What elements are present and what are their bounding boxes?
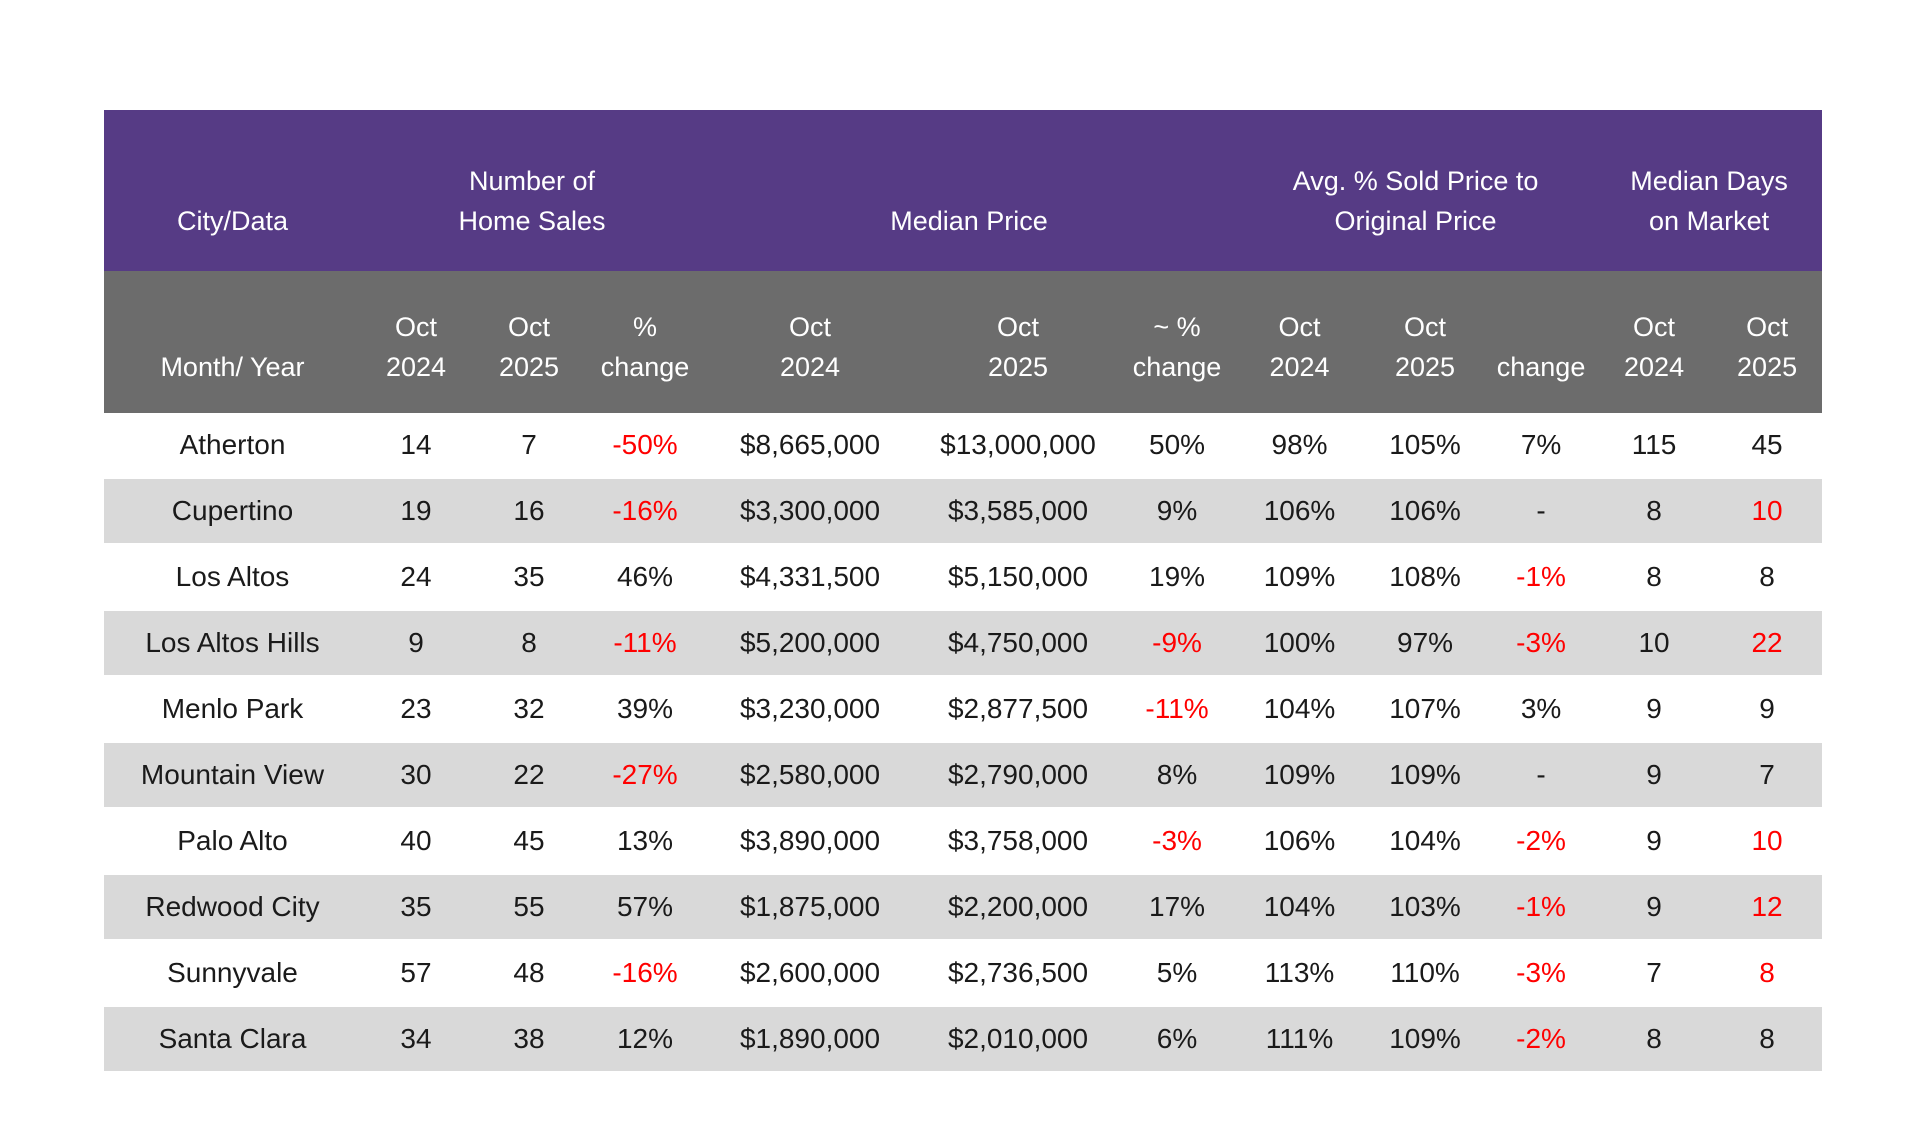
table-row: [104, 875, 1822, 941]
table-row: [104, 611, 1822, 677]
stat-cell: 8: [1596, 545, 1712, 611]
stat-cell: 110%: [1364, 941, 1486, 1007]
city-cell: Palo Alto: [104, 809, 361, 875]
stat-cell: -3%: [1486, 941, 1596, 1007]
stat-cell: 39%: [587, 677, 703, 743]
stat-cell: -2%: [1486, 1007, 1596, 1073]
stat-cell: 57%: [587, 875, 703, 941]
header-line: %: [633, 312, 658, 342]
stat-cell: $4,331,500: [703, 545, 917, 611]
subheader-cell: [1119, 271, 1235, 413]
stat-cell: $3,758,000: [917, 809, 1119, 875]
stat-cell: $2,010,000: [917, 1007, 1119, 1073]
stat-cell: 9%: [1119, 479, 1235, 545]
table-row: [104, 413, 1822, 479]
stat-cell: 57: [361, 941, 471, 1007]
stat-cell: $3,230,000: [703, 677, 917, 743]
stat-cell: -: [1486, 743, 1596, 809]
stat-cell: 5%: [1119, 941, 1235, 1007]
table-row: [104, 545, 1822, 611]
stat-cell: 100%: [1235, 611, 1364, 677]
header-line: Median Price: [890, 206, 1048, 236]
table-row: [104, 1007, 1822, 1073]
stat-cell: -50%: [587, 413, 703, 479]
table-body: [104, 413, 1822, 1073]
city-cell: Sunnyvale: [104, 941, 361, 1007]
stat-cell: -3%: [1119, 809, 1235, 875]
stat-cell: 113%: [1235, 941, 1364, 1007]
header-line: Month/ Year: [160, 352, 305, 382]
stat-cell: 98%: [1235, 413, 1364, 479]
stat-cell: $5,200,000: [703, 611, 917, 677]
stat-cell: -1%: [1486, 545, 1596, 611]
stat-cell: 48: [471, 941, 587, 1007]
city-cell: Mountain View: [104, 743, 361, 809]
group-header-days-on-market: [1596, 110, 1822, 271]
stat-cell: $3,890,000: [703, 809, 917, 875]
group-header-median-price: [703, 110, 1235, 271]
header-line: City/Data: [176, 206, 289, 236]
stat-cell: 7: [471, 413, 587, 479]
header-line: change: [1496, 352, 1586, 382]
header-line: Oct: [1746, 312, 1789, 342]
stat-cell: $2,580,000: [703, 743, 917, 809]
stat-cell: 45: [471, 809, 587, 875]
stat-cell: 106%: [1364, 479, 1486, 545]
subheader-cell: [1486, 271, 1596, 413]
stat-cell: 32: [471, 677, 587, 743]
header-line: on Market: [1649, 206, 1770, 236]
subheader-cell: [917, 271, 1119, 413]
stat-cell: 109%: [1235, 743, 1364, 809]
stat-cell: $1,875,000: [703, 875, 917, 941]
city-cell: Santa Clara: [104, 1007, 361, 1073]
city-cell: Atherton: [104, 413, 361, 479]
header-line: ~ %: [1153, 312, 1201, 342]
city-cell: Redwood City: [104, 875, 361, 941]
stat-cell: 16: [471, 479, 587, 545]
stat-cell: 103%: [1364, 875, 1486, 941]
stat-cell: 108%: [1364, 545, 1486, 611]
stat-cell: 104%: [1235, 875, 1364, 941]
table-row: [104, 677, 1822, 743]
header-line: Oct: [1404, 312, 1447, 342]
stat-cell: 104%: [1235, 677, 1364, 743]
stat-cell: -16%: [587, 941, 703, 1007]
header-line: 2024: [779, 352, 841, 382]
stat-cell: 46%: [587, 545, 703, 611]
table-row: [104, 479, 1822, 545]
subheader-cell: [1235, 271, 1364, 413]
stat-cell: -27%: [587, 743, 703, 809]
stat-cell: -9%: [1119, 611, 1235, 677]
header-line: Oct: [1278, 312, 1321, 342]
stat-cell: 19%: [1119, 545, 1235, 611]
table-row: [104, 941, 1822, 1007]
stat-cell: $2,600,000: [703, 941, 917, 1007]
stat-cell: 105%: [1364, 413, 1486, 479]
stat-cell: 38: [471, 1007, 587, 1073]
stat-cell: 115: [1596, 413, 1712, 479]
stat-cell: 45: [1712, 413, 1822, 479]
header-line: 2025: [1737, 352, 1798, 382]
stat-cell: 10: [1596, 611, 1712, 677]
stat-cell: $2,200,000: [917, 875, 1119, 941]
stat-cell: 106%: [1235, 479, 1364, 545]
stat-cell: 8: [1596, 479, 1712, 545]
subheader-row: [104, 271, 1822, 413]
stat-cell: 9: [1596, 743, 1712, 809]
stat-cell: 30: [361, 743, 471, 809]
stat-cell: 111%: [1235, 1007, 1364, 1073]
header-line: 2024: [385, 352, 447, 382]
group-header-sold-to-original: [1235, 110, 1596, 271]
stat-cell: $1,890,000: [703, 1007, 917, 1073]
stat-cell: 9: [1712, 677, 1822, 743]
stat-cell: 9: [1596, 677, 1712, 743]
stat-cell: 9: [1596, 809, 1712, 875]
stat-cell: 10: [1712, 479, 1822, 545]
city-cell: Cupertino: [104, 479, 361, 545]
header-line: 2025: [987, 352, 1049, 382]
stat-cell: -16%: [587, 479, 703, 545]
table-row: [104, 809, 1822, 875]
stat-cell: 7: [1712, 743, 1822, 809]
stat-cell: 9: [1596, 875, 1712, 941]
header-line: change: [1132, 352, 1222, 382]
stat-cell: 8: [1712, 1007, 1822, 1073]
header-line: Oct: [997, 312, 1040, 342]
stat-cell: $8,665,000: [703, 413, 917, 479]
stat-cell: 50%: [1119, 413, 1235, 479]
header-line: Oct: [507, 312, 550, 342]
stat-cell: 40: [361, 809, 471, 875]
stat-cell: 8%: [1119, 743, 1235, 809]
table-header: [104, 110, 1822, 413]
stat-cell: 8: [1712, 941, 1822, 1007]
city-cell: Menlo Park: [104, 677, 361, 743]
subheader-cell: [587, 271, 703, 413]
header-line: Avg. % Sold Price to: [1292, 166, 1539, 196]
stat-cell: 109%: [1364, 1007, 1486, 1073]
stat-cell: 23: [361, 677, 471, 743]
table-row: [104, 743, 1822, 809]
stat-cell: 12: [1712, 875, 1822, 941]
stat-cell: -2%: [1486, 809, 1596, 875]
stat-cell: 34: [361, 1007, 471, 1073]
stat-cell: 8: [1712, 545, 1822, 611]
stat-cell: 14: [361, 413, 471, 479]
stat-cell: -: [1486, 479, 1596, 545]
stat-cell: 3%: [1486, 677, 1596, 743]
header-line: Oct: [394, 312, 437, 342]
header-line: Number of: [468, 166, 596, 196]
header-line: change: [600, 352, 690, 382]
stat-cell: $5,150,000: [917, 545, 1119, 611]
stat-cell: 8: [471, 611, 587, 677]
header-line: Original Price: [1334, 206, 1497, 236]
stat-cell: 24: [361, 545, 471, 611]
header-line: Oct: [789, 312, 832, 342]
stat-cell: 97%: [1364, 611, 1486, 677]
subheader-month-year: [104, 271, 361, 413]
housing-stats-table: [104, 110, 1822, 1073]
header-line: 2025: [498, 352, 560, 382]
stat-cell: $3,585,000: [917, 479, 1119, 545]
stat-cell: $4,750,000: [917, 611, 1119, 677]
stat-cell: 7: [1596, 941, 1712, 1007]
stat-cell: $2,877,500: [917, 677, 1119, 743]
stat-cell: 107%: [1364, 677, 1486, 743]
city-cell: Los Altos: [104, 545, 361, 611]
header-line: Home Sales: [458, 206, 606, 236]
stat-cell: -11%: [587, 611, 703, 677]
header-line: 2024: [1269, 352, 1330, 382]
subheader-cell: [703, 271, 917, 413]
stat-cell: 106%: [1235, 809, 1364, 875]
stat-cell: 17%: [1119, 875, 1235, 941]
stat-cell: -1%: [1486, 875, 1596, 941]
stat-cell: 109%: [1235, 545, 1364, 611]
stat-cell: -3%: [1486, 611, 1596, 677]
stat-cell: 6%: [1119, 1007, 1235, 1073]
header-line: 2024: [1624, 352, 1685, 382]
stat-cell: 9: [361, 611, 471, 677]
subheader-cell: [471, 271, 587, 413]
stat-cell: 35: [361, 875, 471, 941]
header-line: 2025: [1394, 352, 1456, 382]
stat-cell: 22: [471, 743, 587, 809]
subheader-cell: [1364, 271, 1486, 413]
group-header-row: [104, 110, 1822, 271]
stat-cell: 10: [1712, 809, 1822, 875]
subheader-cell: [1596, 271, 1712, 413]
stat-cell: 8: [1596, 1007, 1712, 1073]
stat-cell: $3,300,000: [703, 479, 917, 545]
stat-cell: $2,790,000: [917, 743, 1119, 809]
stat-cell: 104%: [1364, 809, 1486, 875]
subheader-cell: [361, 271, 471, 413]
stat-cell: 12%: [587, 1007, 703, 1073]
stat-cell: $13,000,000: [917, 413, 1119, 479]
stat-cell: 109%: [1364, 743, 1486, 809]
stat-cell: 19: [361, 479, 471, 545]
subheader-cell: [1712, 271, 1822, 413]
stat-cell: 7%: [1486, 413, 1596, 479]
header-line: Median Days: [1630, 166, 1788, 196]
stat-cell: 35: [471, 545, 587, 611]
stat-cell: 55: [471, 875, 587, 941]
header-line: Oct: [1633, 312, 1676, 342]
group-header-home-sales: [361, 110, 703, 271]
stat-cell: 13%: [587, 809, 703, 875]
city-cell: Los Altos Hills: [104, 611, 361, 677]
group-header-city-data: [104, 110, 361, 271]
stat-cell: -11%: [1119, 677, 1235, 743]
stat-cell: 22: [1712, 611, 1822, 677]
stat-cell: $2,736,500: [917, 941, 1119, 1007]
